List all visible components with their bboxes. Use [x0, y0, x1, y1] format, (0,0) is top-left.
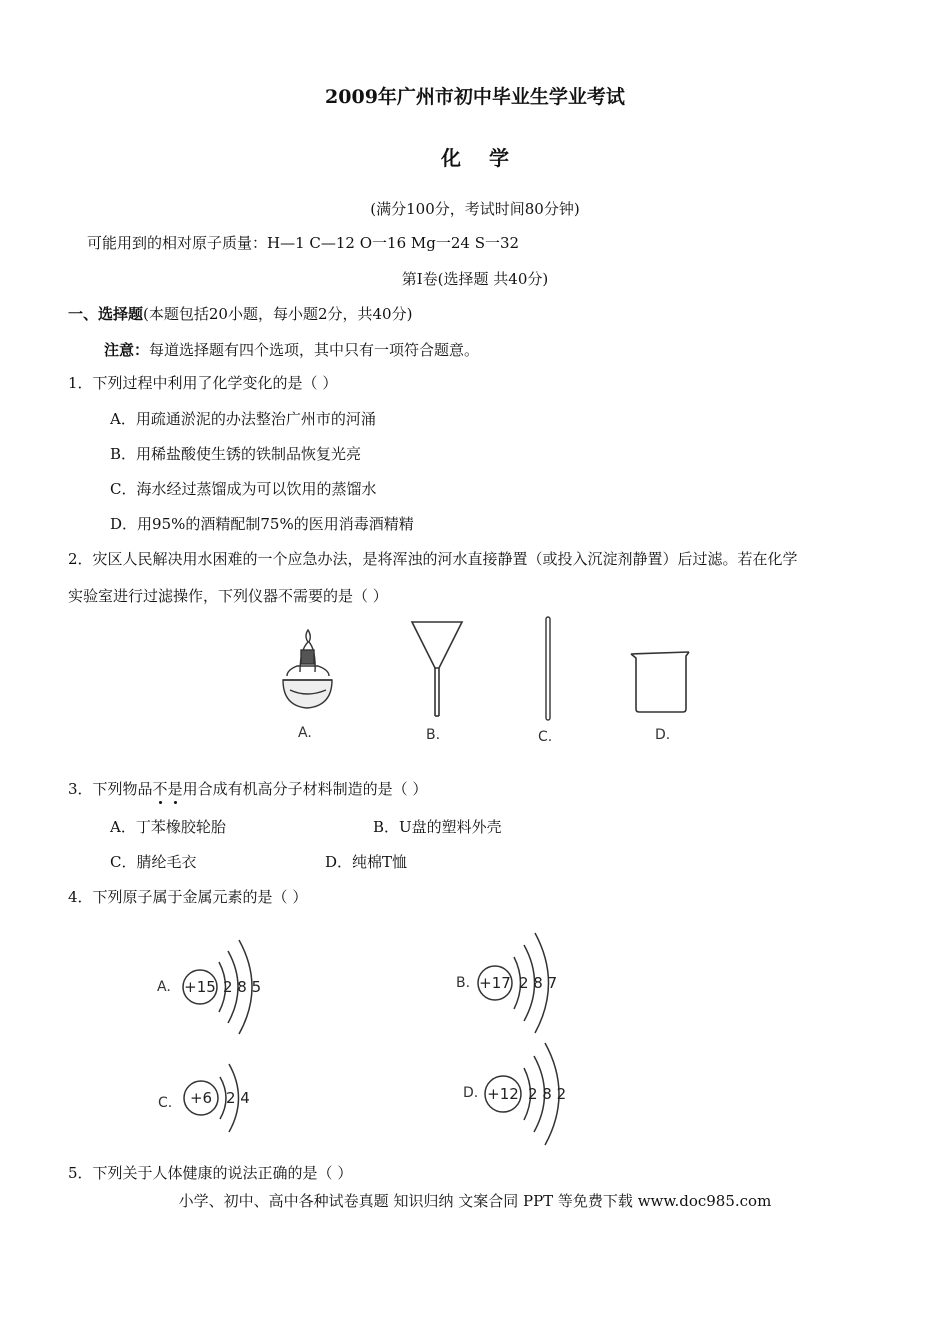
- note-bold: 注意：: [104, 341, 150, 359]
- subject-title: 化学: [441, 146, 537, 170]
- q3-option-c: C．腈纶毛衣: [110, 853, 197, 871]
- atom-c-label: C.: [158, 1095, 173, 1111]
- q1-option-c: C．海水经过蒸馏成为可以饮用的蒸馏水: [110, 480, 377, 498]
- q2-label-d: D.: [655, 727, 671, 743]
- section-heading-bold: 一、选择题: [68, 305, 144, 323]
- page-footer: 小学、初中、高中各种试卷真题 知识归纳 文案合同 PPT 等免费下载 www.doc985.com: [178, 1192, 772, 1210]
- atom-a-label: A.: [157, 979, 171, 995]
- atom-d-label: D.: [463, 1085, 479, 1101]
- atomic-mass-line: 可能用到的相对原子质量：H—1 C—12 O一16 Mg一24 S一32: [87, 234, 520, 252]
- exam-info: (满分100分，考试时间80分钟): [370, 200, 580, 218]
- q3-option-a: A．丁苯橡胶轮胎: [110, 818, 226, 836]
- q2-stem-line2: 实验室进行过滤操作，下列仪器不需要的是（ ）: [68, 587, 388, 605]
- atom-b-nucleus: +17: [479, 974, 511, 992]
- q1-option-a: A．用疏通淤泥的办法整治广州市的河涌: [110, 410, 376, 428]
- q2-label-b: B.: [426, 727, 441, 743]
- q2-label-c: C.: [538, 729, 553, 745]
- q5-stem: 5．下列关于人体健康的说法正确的是（ ）: [68, 1164, 353, 1182]
- volume-heading: 第Ⅰ卷(选择题 共40分): [401, 270, 549, 288]
- atom-a-nucleus: +15: [184, 978, 216, 996]
- q3-option-b: B．U盘的塑料外壳: [373, 818, 502, 836]
- q2-stem-line1: 2．灾区人民解决用水困难的一个应急办法，是将浑浊的河水直接静置（或投入沉淀剂静置）后过滤。若在化学: [68, 550, 798, 568]
- atom-c-electrons: 2 4: [226, 1089, 250, 1107]
- note-rest: 每道选择题有四个选项，其中只有一项符合题意。: [149, 341, 480, 359]
- exam-title: 2009年广州市初中毕业生学业考试: [325, 86, 625, 108]
- atom-a-electrons: 2 8 5: [223, 978, 262, 996]
- section-heading-rest: (本题包括20小题，每小题2分，共40分): [143, 305, 413, 323]
- q3-option-d: D．纯棉T恤: [325, 853, 408, 871]
- q3-stem-pre: 3．下列物品: [68, 780, 153, 798]
- q3-stem-post: 用合成有机高分子材料制造的是（ ）: [182, 780, 428, 798]
- atom-c-nucleus: +6: [189, 1089, 213, 1107]
- atom-d-electrons: 2 8 2: [528, 1085, 567, 1103]
- q3-emphasis-is: 是: [167, 780, 183, 798]
- atom-b-label: B.: [456, 975, 471, 991]
- atom-d-nucleus: +12: [487, 1085, 519, 1103]
- q1-option-b: B．用稀盐酸使生锈的铁制品恢复光亮: [110, 445, 362, 463]
- q1-option-d: D．用95%的酒精配制75%的医用消毒酒精精: [110, 515, 414, 533]
- q2-label-a: A.: [298, 725, 312, 741]
- q3-emphasis-not: 不: [152, 780, 168, 798]
- q4-stem: 4．下列原子属于金属元素的是（ ）: [68, 888, 308, 906]
- atom-b-electrons: 2 8 7: [519, 974, 558, 992]
- q1-stem: 1．下列过程中利用了化学变化的是（ ）: [68, 374, 338, 392]
